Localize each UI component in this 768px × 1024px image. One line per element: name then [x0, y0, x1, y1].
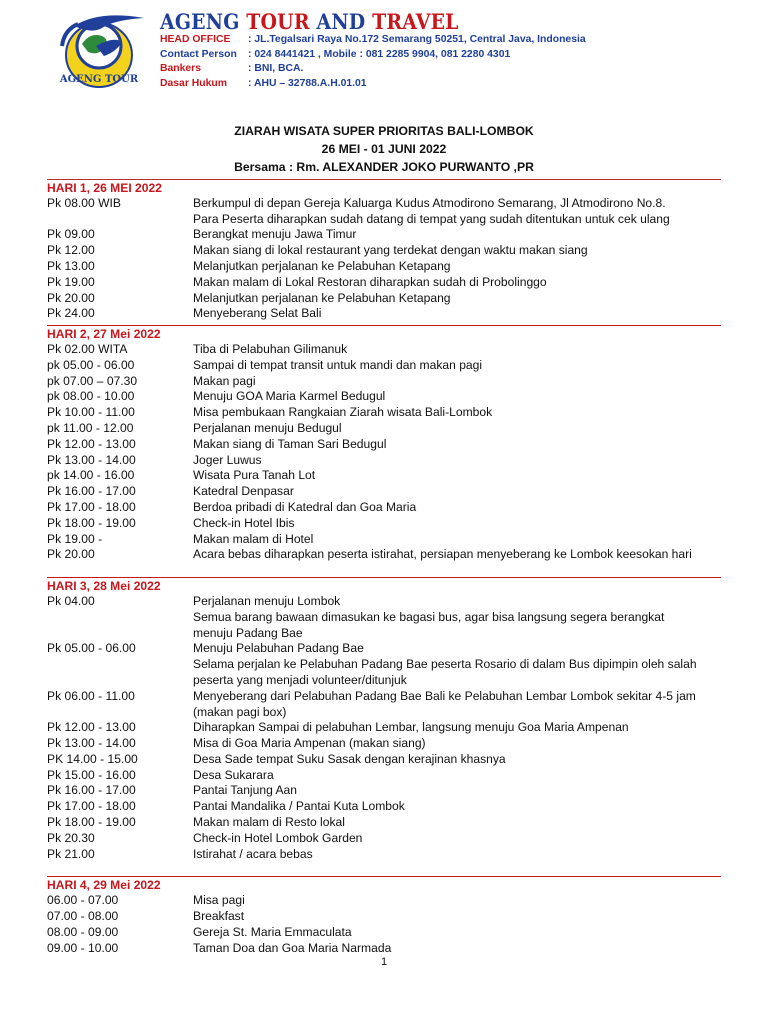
schedule-row — [47, 421, 721, 437]
schedule-activity: Makan malam di Lokal Restoran diharapkan sudah di Probolinggo — [193, 274, 547, 289]
schedule-activity: Misa pembukaan Rangkaian Ziarah wisata Bali-Lombok — [193, 405, 493, 420]
info-value: : 024 8441421 , Mobile : 081 2285 9904, 081 2280 4301 — [248, 48, 511, 60]
schedule-row — [47, 374, 721, 390]
schedule-activity: Melanjutkan perjalanan ke Pelabuhan Ketapang — [193, 290, 451, 305]
schedule-row — [47, 673, 721, 689]
schedule-time: Pk 12.00 - 13.00 — [47, 436, 136, 451]
schedule-activity: Melanjutkan perjalanan ke Pelabuhan Ketapang — [193, 258, 451, 273]
info-value: : AHU – 32788.A.H.01.01 — [248, 77, 367, 89]
schedule-activity: Perjalanan menuju Bedugul — [193, 420, 342, 435]
schedule-row — [47, 437, 721, 453]
company-name-part: TRAVEL — [372, 9, 459, 34]
schedule-time: Pk 16.00 - 17.00 — [47, 484, 136, 499]
schedule-activity: Check-in Hotel Ibis — [193, 515, 295, 530]
schedule-row — [47, 547, 721, 563]
company-name-part: AGENG — [160, 9, 247, 34]
info-row — [160, 62, 586, 77]
schedule-row — [47, 389, 721, 405]
schedule-activity: Berkumpul di depan Gereja Kaluarga Kudus Atmodirono Semarang, Jl Atmodirono No.8. — [193, 195, 666, 210]
schedule-row — [47, 783, 721, 799]
schedule-row — [47, 909, 721, 925]
info-label: Bankers — [160, 63, 202, 75]
schedule-time: Pk 09.00 — [47, 227, 95, 242]
schedule-activity: menuju Padang Bae — [193, 625, 303, 640]
logo-text: AGENG TOUR — [59, 74, 139, 85]
schedule-time: Pk 17.00 - 18.00 — [47, 799, 136, 814]
schedule-activity: Makan malam di Resto lokal — [193, 815, 345, 830]
schedule-row — [47, 720, 721, 736]
schedule-time: Pk 18.00 - 19.00 — [47, 515, 136, 530]
company-name-part: TOUR — [246, 9, 317, 34]
schedule-activity: Pantai Mandalika / Pantai Kuta Lombok — [193, 799, 405, 814]
schedule-time: Pk 19.00 - — [47, 531, 103, 546]
schedule-row — [47, 610, 721, 626]
schedule-row — [47, 306, 721, 322]
schedule-activity: Misa di Goa Maria Ampenan (makan siang) — [193, 736, 426, 751]
schedule-time: Pk 13.00 — [47, 258, 95, 273]
schedule-activity: Makan malam di Hotel — [193, 531, 314, 546]
schedule-row — [47, 941, 721, 957]
day-heading: HARI 2, 27 Mei 2022 — [47, 325, 721, 342]
schedule-time — [47, 705, 193, 721]
day-heading: HARI 3, 28 Mei 2022 — [47, 577, 721, 594]
schedule-row — [47, 831, 721, 847]
schedule-time — [47, 673, 193, 689]
schedule-row — [47, 705, 721, 721]
schedule-activity: Taman Doa dan Goa Maria Narmada — [193, 940, 392, 955]
schedule-activity: Menuju GOA Maria Karmel Bedugul — [193, 389, 386, 404]
schedule-time: pk 07.00 – 07.30 — [47, 373, 138, 388]
schedule-row — [47, 641, 721, 657]
day-gap — [47, 862, 721, 876]
schedule-time — [47, 212, 193, 228]
schedule-activity: Menyeberang dari Pelabuhan Padang Bae Bali ke Pelabuhan Lembar Lombok sekitar 4-5 jam — [193, 688, 696, 703]
schedule-row — [47, 468, 721, 484]
schedule-activity: Istirahat / acara bebas — [193, 846, 313, 861]
schedule-row — [47, 799, 721, 815]
ageng-tour-logo — [44, 6, 154, 94]
schedule-time: 08.00 - 09.00 — [47, 924, 119, 939]
company-name-part: AND — [316, 9, 373, 34]
schedule-activity: Diharapkan Sampai di pelabuhan Lembar, langsung menuju Goa Maria Ampenan — [193, 720, 629, 735]
info-value: : JL.Tegalsari Raya No.172 Semarang 50251, Central Java, Indonesia — [248, 34, 586, 45]
schedule-activity: Berangkat menuju Jawa Timur — [193, 227, 357, 242]
schedule-row — [47, 736, 721, 752]
schedule-time: Pk 05.00 - 06.00 — [47, 641, 136, 656]
schedule-time — [47, 657, 193, 673]
schedule-activity: (makan pagi box) — [193, 704, 287, 719]
schedule-activity: Tiba di Pelabuhan Gilimanuk — [193, 341, 348, 356]
schedule-row — [47, 516, 721, 532]
schedule-time: Pk 13.00 - 14.00 — [47, 736, 136, 751]
schedule-row — [47, 259, 721, 275]
schedule-row — [47, 752, 721, 768]
schedule-time: Pk 16.00 - 17.00 — [47, 783, 136, 798]
page-number: 1 — [380, 956, 388, 968]
info-label: Dasar Hukum — [160, 77, 227, 89]
schedule-activity: Berdoa pribadi di Katedral dan Goa Maria — [193, 499, 417, 514]
schedule-row — [47, 227, 721, 243]
schedule-row — [47, 626, 721, 642]
schedule-time — [47, 626, 193, 642]
schedule-time: Pk 08.00 WIB — [47, 195, 121, 210]
doc-leader: Bersama : Rm. ALEXANDER JOKO PURWANTO ,PR — [234, 160, 534, 174]
schedule-row — [47, 342, 721, 358]
schedule-time: Pk 20.30 — [47, 830, 95, 845]
doc-dates: 26 MEI - 01 JUNI 2022 — [321, 142, 447, 156]
schedule-activity: Menuju Pelabuhan Padang Bae — [193, 641, 364, 656]
schedule-time: 09.00 - 10.00 — [47, 940, 119, 955]
schedule-time: Pk 19.00 — [47, 274, 95, 289]
day-gap — [47, 563, 721, 577]
schedule-activity: Perjalanan menuju Lombok — [193, 593, 341, 608]
schedule-time: Pk 15.00 - 16.00 — [47, 767, 136, 782]
info-row — [160, 48, 586, 63]
schedule-activity: peserta yang menjadi volunteer/ditunjuk — [193, 672, 407, 687]
schedule-time: Pk 21.00 — [47, 846, 95, 861]
schedule-row — [47, 243, 721, 259]
schedule-activity: Makan siang di lokal restaurant yang terdekat dengan waktu makan siang — [193, 243, 588, 258]
schedule-activity: Para Peserta diharapkan sudah datang di tempat yang sudah ditentukan untuk cek ulang — [193, 211, 670, 226]
schedule-activity: Desa Sukarara — [193, 767, 274, 782]
schedule-time: pk 08.00 - 10.00 — [47, 389, 135, 404]
schedule-time: pk 14.00 - 16.00 — [47, 468, 135, 483]
company-name — [160, 9, 459, 34]
schedule-row — [47, 689, 721, 705]
schedule-activity: Menyeberang Selat Bali — [193, 306, 322, 321]
schedule-activity: Selama perjalan ke Pelabuhan Padang Bae peserta Rosario di dalam Bus dipimpin oleh salah — [193, 657, 697, 672]
schedule-activity: Misa pagi — [193, 893, 245, 908]
schedule-time: Pk 24.00 — [47, 306, 95, 321]
schedule-row — [47, 405, 721, 421]
schedule-activity: Desa Sade tempat Suku Sasak dengan kerajinan khasnya — [193, 751, 506, 766]
info-row — [160, 33, 586, 48]
letterhead-info — [160, 33, 586, 91]
itinerary — [47, 179, 721, 956]
schedule-activity: Wisata Pura Tanah Lot — [193, 468, 316, 483]
schedule-time: Pk 12.00 — [47, 243, 95, 258]
schedule-time: Pk 18.00 - 19.00 — [47, 815, 136, 830]
schedule-row — [47, 847, 721, 863]
schedule-row — [47, 815, 721, 831]
schedule-time: Pk 20.00 — [47, 290, 95, 305]
schedule-row — [47, 358, 721, 374]
schedule-time: Pk 10.00 - 11.00 — [47, 405, 135, 420]
doc-title: ZIARAH WISATA SUPER PRIORITAS BALI-LOMBOK — [234, 124, 534, 138]
day-heading: HARI 4, 29 Mei 2022 — [47, 876, 721, 893]
schedule-row — [47, 594, 721, 610]
schedule-time: pk 11.00 - 12.00 — [47, 420, 134, 435]
schedule-time: Pk 13.00 - 14.00 — [47, 452, 136, 467]
schedule-time: Pk 20.00 — [47, 547, 95, 562]
schedule-time: Pk 06.00 - 11.00 — [47, 688, 135, 703]
schedule-time: Pk 04.00 — [47, 593, 95, 608]
schedule-row — [47, 453, 721, 469]
schedule-row — [47, 275, 721, 291]
schedule-activity: Semua barang bawaan dimasukan ke bagasi bus, agar bisa langsung segera berangkat — [193, 609, 665, 624]
schedule-time: Pk 12.00 - 13.00 — [47, 720, 136, 735]
schedule-row — [47, 893, 721, 909]
schedule-activity: Sampai di tempat transit untuk mandi dan makan pagi — [193, 357, 483, 372]
schedule-activity: Gereja St. Maria Emmaculata — [193, 924, 352, 939]
schedule-time: PK 14.00 - 15.00 — [47, 751, 138, 766]
schedule-activity: Makan siang di Taman Sari Bedugul — [193, 436, 387, 451]
schedule-activity: Acara bebas diharapkan peserta istirahat, persiapan menyeberang ke Lombok keesokan hari — [193, 547, 692, 562]
schedule-time — [47, 610, 193, 626]
day-heading: HARI 1, 26 MEI 2022 — [47, 179, 721, 196]
schedule-time: Pk 17.00 - 18.00 — [47, 499, 136, 514]
info-row — [160, 77, 586, 92]
schedule-row — [47, 925, 721, 941]
schedule-time: pk 05.00 - 06.00 — [47, 357, 135, 372]
info-label: HEAD OFFICE — [160, 34, 231, 45]
schedule-row — [47, 532, 721, 548]
schedule-row — [47, 500, 721, 516]
schedule-time: Pk 02.00 WITA — [47, 341, 128, 356]
schedule-time: 06.00 - 07.00 — [47, 893, 119, 908]
schedule-activity: Katedral Denpasar — [193, 484, 294, 499]
schedule-activity: Joger Luwus — [193, 452, 262, 467]
info-value: : BNI, BCA. — [248, 63, 304, 75]
schedule-row — [47, 212, 721, 228]
schedule-time: 07.00 - 08.00 — [47, 909, 119, 924]
schedule-row — [47, 657, 721, 673]
schedule-row — [47, 196, 721, 212]
schedule-activity: Makan pagi — [193, 373, 256, 388]
info-label: Contact Person — [160, 48, 237, 60]
schedule-row — [47, 768, 721, 784]
schedule-row — [47, 291, 721, 307]
schedule-row — [47, 484, 721, 500]
schedule-activity: Pantai Tanjung Aan — [193, 783, 298, 798]
schedule-activity: Breakfast — [193, 909, 245, 924]
schedule-activity: Check-in Hotel Lombok Garden — [193, 830, 363, 845]
